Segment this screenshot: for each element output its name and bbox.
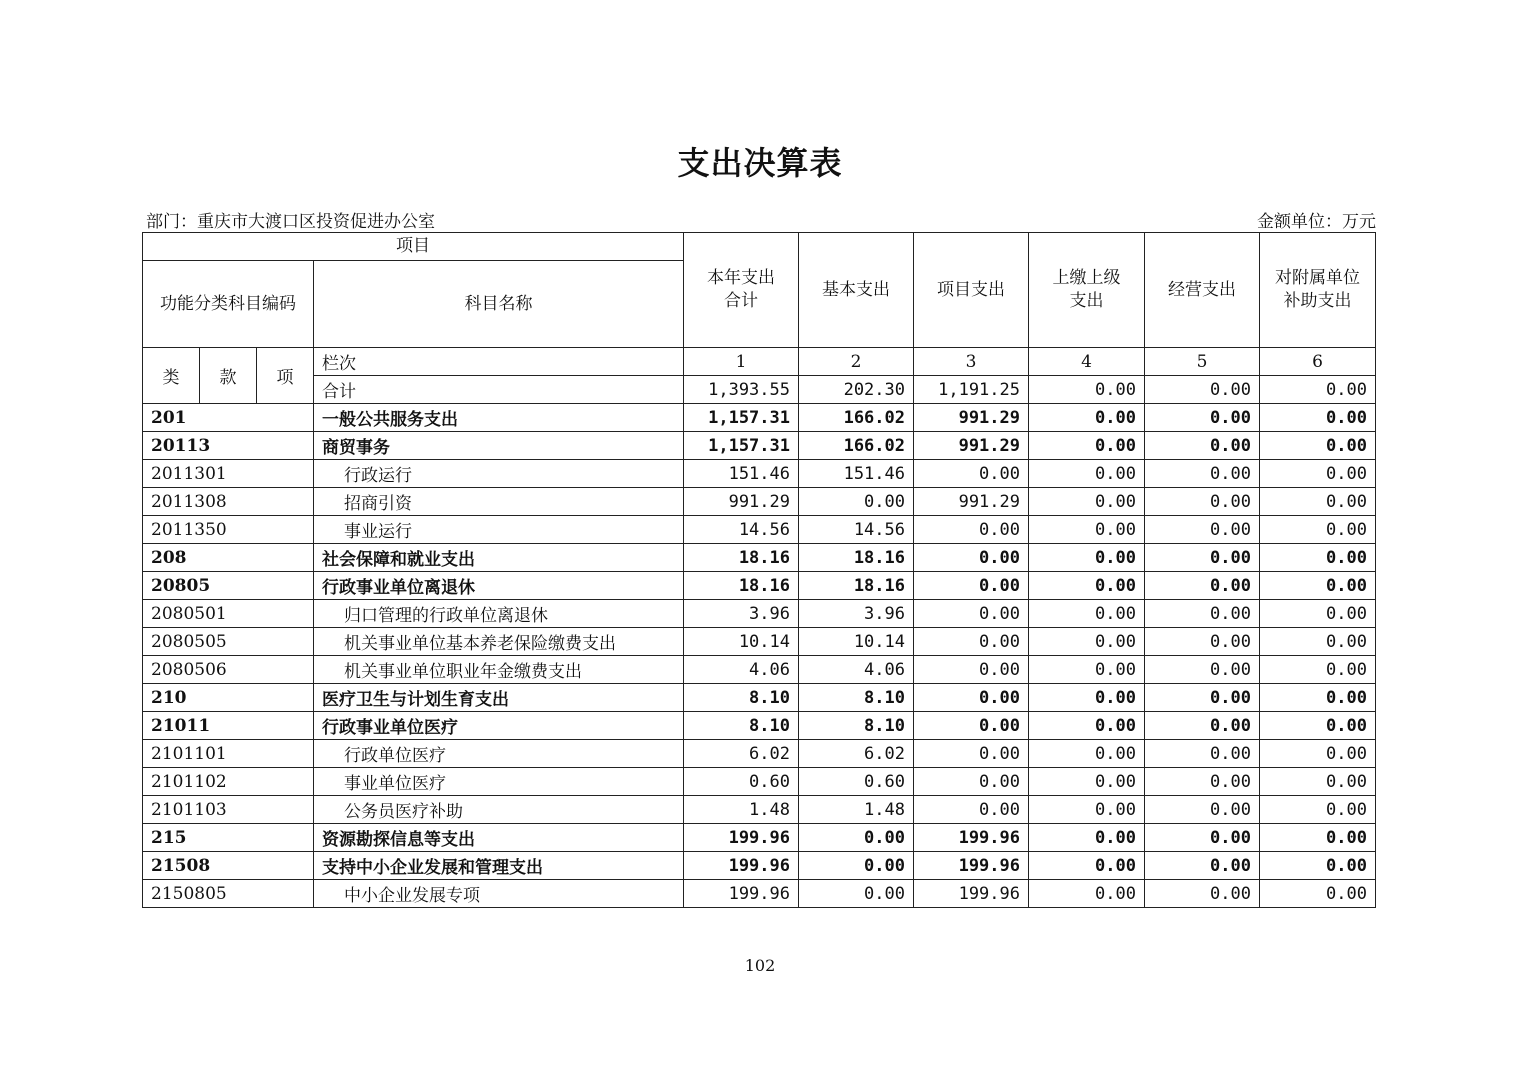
row-name: 一般公共服务支出 <box>314 404 684 432</box>
table-row <box>143 460 1376 488</box>
row-value: 0.00 <box>1145 404 1260 432</box>
row-value: 0.60 <box>799 768 914 796</box>
row-value: 0.00 <box>1029 404 1145 432</box>
row-name: 事业单位医疗 <box>314 768 684 796</box>
table-row <box>143 656 1376 684</box>
row-value: 0.00 <box>1260 488 1376 516</box>
column-number: 5 <box>1145 348 1260 376</box>
header-upper-line2: 支出 <box>1069 291 1104 311</box>
row-value: 0.00 <box>1029 712 1145 740</box>
row-name: 支持中小企业发展和管理支出 <box>314 852 684 880</box>
row-value: 0.00 <box>1260 684 1376 712</box>
row-value: 0.00 <box>1260 880 1376 908</box>
row-code: 210 <box>143 684 314 712</box>
column-number: 2 <box>799 348 914 376</box>
header-lei: 类 <box>143 348 200 404</box>
header-total-line2: 合计 <box>724 291 758 311</box>
row-name: 行政事业单位离退休 <box>314 572 684 600</box>
header-kuan: 款 <box>200 348 257 404</box>
row-code: 2101101 <box>143 740 314 768</box>
header-subsidy-line1: 对附属单位 <box>1275 268 1360 288</box>
table-row <box>143 432 1376 460</box>
total-row-value: 1,393.55 <box>684 376 799 404</box>
table-row <box>143 796 1376 824</box>
table-row <box>143 740 1376 768</box>
row-name: 行政运行 <box>314 460 684 488</box>
row-value: 0.00 <box>1260 460 1376 488</box>
row-value: 3.96 <box>684 600 799 628</box>
row-value: 0.00 <box>1260 516 1376 544</box>
row-value: 0.00 <box>1145 880 1260 908</box>
row-value: 0.00 <box>1260 824 1376 852</box>
column-number: 6 <box>1260 348 1376 376</box>
row-value: 0.00 <box>1145 600 1260 628</box>
row-value: 3.96 <box>799 600 914 628</box>
row-code: 20805 <box>143 572 314 600</box>
row-code: 215 <box>143 824 314 852</box>
row-value: 8.10 <box>684 684 799 712</box>
header-project: 项目 <box>143 233 684 261</box>
row-code: 21508 <box>143 852 314 880</box>
header-total-line1: 本年支出 <box>707 268 775 288</box>
row-value: 0.00 <box>1260 768 1376 796</box>
row-value: 18.16 <box>684 572 799 600</box>
row-value: 0.00 <box>914 768 1029 796</box>
total-row-value: 1,191.25 <box>914 376 1029 404</box>
row-value: 0.00 <box>1029 628 1145 656</box>
row-value: 0.00 <box>914 796 1029 824</box>
total-row-value: 0.00 <box>1029 376 1145 404</box>
row-value: 14.56 <box>799 516 914 544</box>
row-value: 0.00 <box>1260 544 1376 572</box>
row-value: 0.00 <box>1145 488 1260 516</box>
row-value: 18.16 <box>799 544 914 572</box>
total-row-value: 0.00 <box>1145 376 1260 404</box>
table-row <box>143 852 1376 880</box>
header-subsidy <box>1260 233 1376 348</box>
row-value: 0.00 <box>1145 628 1260 656</box>
row-value: 151.46 <box>799 460 914 488</box>
row-value: 199.96 <box>684 852 799 880</box>
row-value: 0.00 <box>1029 684 1145 712</box>
row-code: 201 <box>143 404 314 432</box>
row-code: 21011 <box>143 712 314 740</box>
row-value: 18.16 <box>799 572 914 600</box>
row-value: 4.06 <box>684 656 799 684</box>
row-value: 0.00 <box>1029 460 1145 488</box>
row-value: 991.29 <box>684 488 799 516</box>
row-value: 0.00 <box>1029 852 1145 880</box>
row-value: 199.96 <box>914 880 1029 908</box>
row-value: 0.00 <box>914 460 1029 488</box>
row-value: 0.00 <box>914 516 1029 544</box>
header-upper <box>1029 233 1145 348</box>
row-value: 0.00 <box>1260 404 1376 432</box>
row-value: 0.00 <box>914 712 1029 740</box>
row-value: 1,157.31 <box>684 404 799 432</box>
row-value: 0.00 <box>1260 712 1376 740</box>
column-number: 1 <box>684 348 799 376</box>
table-row <box>143 488 1376 516</box>
row-value: 0.00 <box>1029 544 1145 572</box>
row-value: 0.00 <box>1029 600 1145 628</box>
row-code: 2101102 <box>143 768 314 796</box>
table-row <box>143 544 1376 572</box>
row-name: 中小企业发展专项 <box>314 880 684 908</box>
row-value: 0.00 <box>914 684 1029 712</box>
row-value: 0.00 <box>914 600 1029 628</box>
row-name: 归口管理的行政单位离退休 <box>314 600 684 628</box>
row-name: 机关事业单位职业年金缴费支出 <box>314 656 684 684</box>
row-value: 0.00 <box>1145 740 1260 768</box>
row-value: 0.00 <box>1260 572 1376 600</box>
row-value: 18.16 <box>684 544 799 572</box>
row-code: 2011308 <box>143 488 314 516</box>
table-row <box>143 824 1376 852</box>
table-row <box>143 628 1376 656</box>
row-value: 0.00 <box>1260 796 1376 824</box>
row-value: 0.00 <box>1029 432 1145 460</box>
header-basic: 基本支出 <box>799 233 914 348</box>
row-value: 0.00 <box>1145 768 1260 796</box>
row-code: 2150805 <box>143 880 314 908</box>
table-row <box>143 880 1376 908</box>
row-code: 2080506 <box>143 656 314 684</box>
expenditure-table <box>142 232 1376 908</box>
row-value: 151.46 <box>684 460 799 488</box>
page-title: 支出决算表 <box>677 144 843 182</box>
row-value: 0.00 <box>1260 600 1376 628</box>
row-value: 0.00 <box>799 488 914 516</box>
row-value: 0.60 <box>684 768 799 796</box>
row-value: 0.00 <box>914 544 1029 572</box>
row-value: 0.00 <box>914 656 1029 684</box>
unit-label: 金额单位：万元 <box>1257 212 1376 232</box>
row-value: 166.02 <box>799 404 914 432</box>
row-name: 资源勘探信息等支出 <box>314 824 684 852</box>
header-business: 经营支出 <box>1145 233 1260 348</box>
row-value: 0.00 <box>1029 572 1145 600</box>
row-name: 招商引资 <box>314 488 684 516</box>
row-value: 991.29 <box>914 404 1029 432</box>
row-value: 0.00 <box>1145 656 1260 684</box>
row-value: 10.14 <box>799 628 914 656</box>
row-value: 0.00 <box>914 572 1029 600</box>
column-number-label: 栏次 <box>314 348 684 376</box>
row-value: 4.06 <box>799 656 914 684</box>
table-row <box>143 600 1376 628</box>
row-value: 0.00 <box>1145 824 1260 852</box>
row-name: 行政单位医疗 <box>314 740 684 768</box>
column-number: 4 <box>1029 348 1145 376</box>
row-name: 行政事业单位医疗 <box>314 712 684 740</box>
row-value: 0.00 <box>1260 740 1376 768</box>
row-name: 医疗卫生与计划生育支出 <box>314 684 684 712</box>
row-value: 0.00 <box>1260 656 1376 684</box>
row-value: 0.00 <box>1145 852 1260 880</box>
row-value: 0.00 <box>1029 768 1145 796</box>
row-value: 0.00 <box>914 628 1029 656</box>
row-value: 0.00 <box>1029 488 1145 516</box>
row-value: 0.00 <box>1145 544 1260 572</box>
row-value: 8.10 <box>799 684 914 712</box>
header-name: 科目名称 <box>314 261 684 348</box>
header-xiang: 项 <box>257 348 314 404</box>
row-value: 199.96 <box>684 880 799 908</box>
row-code: 2101103 <box>143 796 314 824</box>
row-name: 公务员医疗补助 <box>314 796 684 824</box>
table-row <box>143 516 1376 544</box>
row-code: 208 <box>143 544 314 572</box>
row-value: 1,157.31 <box>684 432 799 460</box>
row-value: 0.00 <box>1260 852 1376 880</box>
row-value: 0.00 <box>1145 572 1260 600</box>
row-value: 0.00 <box>1145 432 1260 460</box>
header-subsidy-line2: 补助支出 <box>1283 291 1352 311</box>
header-code: 功能分类科目编码 <box>143 261 314 348</box>
total-row-value: 202.30 <box>799 376 914 404</box>
row-value: 0.00 <box>799 852 914 880</box>
row-value: 1.48 <box>799 796 914 824</box>
row-name: 机关事业单位基本养老保险缴费支出 <box>314 628 684 656</box>
row-code: 2080505 <box>143 628 314 656</box>
row-value: 0.00 <box>1029 740 1145 768</box>
row-value: 0.00 <box>1145 712 1260 740</box>
row-value: 0.00 <box>1145 684 1260 712</box>
row-value: 199.96 <box>914 852 1029 880</box>
row-value: 0.00 <box>1260 432 1376 460</box>
row-value: 8.10 <box>684 712 799 740</box>
row-value: 6.02 <box>684 740 799 768</box>
row-name: 事业运行 <box>314 516 684 544</box>
row-value: 8.10 <box>799 712 914 740</box>
row-value: 166.02 <box>799 432 914 460</box>
row-value: 1.48 <box>684 796 799 824</box>
row-value: 0.00 <box>914 740 1029 768</box>
row-code: 2011350 <box>143 516 314 544</box>
row-value: 991.29 <box>914 488 1029 516</box>
row-name: 社会保障和就业支出 <box>314 544 684 572</box>
header-total <box>684 233 799 348</box>
table-row <box>143 768 1376 796</box>
row-value: 991.29 <box>914 432 1029 460</box>
row-value: 0.00 <box>799 824 914 852</box>
table-row <box>143 404 1376 432</box>
row-code: 20113 <box>143 432 314 460</box>
row-value: 10.14 <box>684 628 799 656</box>
row-value: 0.00 <box>1260 628 1376 656</box>
header-project-expense: 项目支出 <box>914 233 1029 348</box>
row-code: 2080501 <box>143 600 314 628</box>
row-value: 0.00 <box>1145 796 1260 824</box>
row-code: 2011301 <box>143 460 314 488</box>
table-row <box>143 712 1376 740</box>
row-value: 14.56 <box>684 516 799 544</box>
row-value: 0.00 <box>1145 460 1260 488</box>
total-row-value: 0.00 <box>1260 376 1376 404</box>
row-value: 0.00 <box>1029 880 1145 908</box>
table-row <box>143 572 1376 600</box>
row-value: 0.00 <box>1029 824 1145 852</box>
total-row-label: 合计 <box>314 376 684 404</box>
row-value: 199.96 <box>914 824 1029 852</box>
table-row <box>143 684 1376 712</box>
row-value: 0.00 <box>799 880 914 908</box>
row-name: 商贸事务 <box>314 432 684 460</box>
row-value: 6.02 <box>799 740 914 768</box>
row-value: 0.00 <box>1029 516 1145 544</box>
row-value: 199.96 <box>684 824 799 852</box>
header-upper-line1: 上缴上级 <box>1052 268 1121 288</box>
row-value: 0.00 <box>1029 796 1145 824</box>
page-number: 102 <box>744 956 776 975</box>
row-value: 0.00 <box>1029 656 1145 684</box>
column-number: 3 <box>914 348 1029 376</box>
row-value: 0.00 <box>1145 516 1260 544</box>
department-label: 部门：重庆市大渡口区投资促进办公室 <box>146 212 435 232</box>
